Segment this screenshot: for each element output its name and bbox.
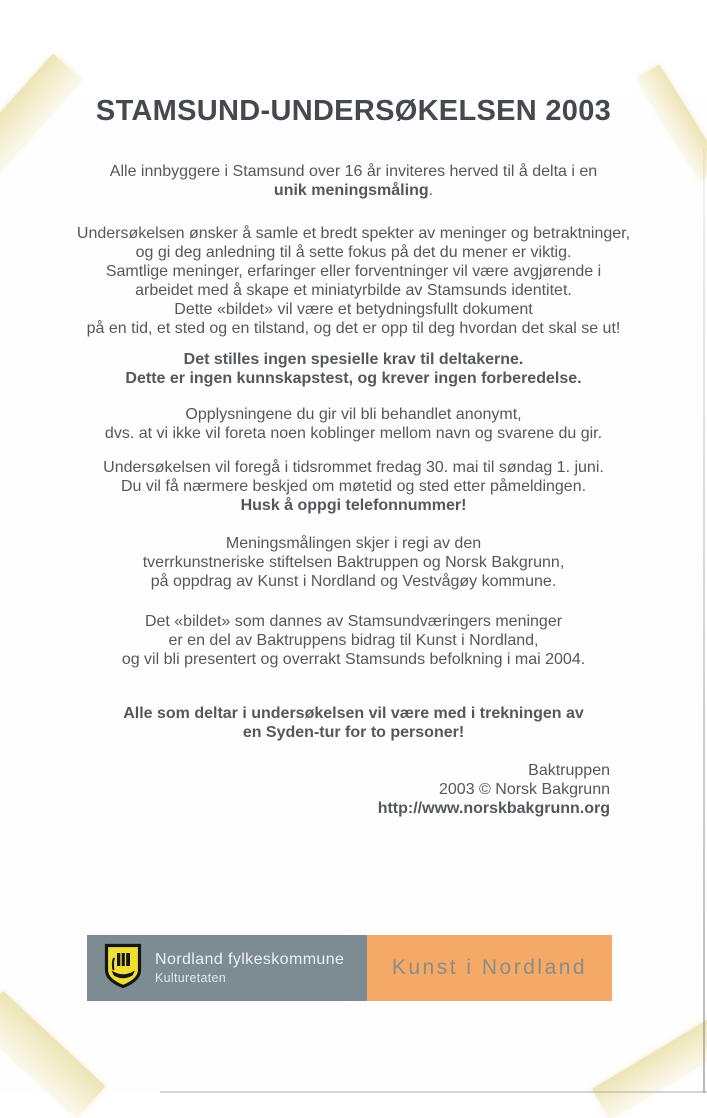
kunst-i-nordland-logo-block bbox=[367, 935, 612, 1001]
org-name: Nordland fylkeskommune bbox=[155, 950, 345, 968]
text-line: på oppdrag av Kunst i Nordland og Vestvågøy kommune. bbox=[150, 573, 557, 590]
text-line: Alle som deltar i undersøkelsen vil være med i trekningen av bbox=[123, 705, 584, 722]
text-line: arbeidet med å skape et miniatyrbilde av Stamsunds identitet. bbox=[135, 282, 572, 299]
text-line: Samtlige meninger, erfaringer eller forventninger vil være avgjørende i bbox=[105, 263, 602, 280]
text-line: Dette «bildet» vil være et betydningsfullt dokument bbox=[174, 301, 533, 318]
paragraph-anonymity bbox=[0, 405, 707, 443]
text-line: tverrkunstneriske stiftelsen Baktruppen og Norsk Bakgrunn, bbox=[142, 554, 565, 571]
text-line: Det «bildet» som dannes av Stamsundværingers meninger bbox=[144, 613, 563, 630]
intro-paragraph bbox=[0, 162, 707, 200]
signature-block bbox=[0, 761, 707, 818]
text-line: og vil bli presentert og overrakt Stamsunds befolkning i mai 2004. bbox=[121, 651, 586, 668]
intro-line: Alle innbyggere i Stamsund over 16 år inviteres herved til å delta i en bbox=[109, 163, 598, 180]
nordland-logo-text bbox=[155, 950, 367, 987]
signature-url: http://www.norskbakgrunn.org bbox=[377, 800, 610, 817]
page-title: STAMSUND-UNDERSØKELSEN 2003 bbox=[95, 95, 612, 127]
footer-logo-bar bbox=[87, 935, 612, 1001]
text-line: Du vil få nærmere beskjed om møtetid og sted etter påmeldingen. bbox=[120, 478, 587, 495]
scan-page-edge-right bbox=[703, 148, 705, 1093]
signature-name: Baktruppen bbox=[528, 762, 610, 779]
paragraph-organizers bbox=[0, 534, 707, 591]
text-line: og gi deg anledning til å sette fokus på det du mener er viktig. bbox=[135, 244, 572, 261]
phone-reminder-line: Husk å oppgi telefonnummer! bbox=[240, 497, 467, 514]
paragraph-schedule bbox=[0, 458, 707, 515]
text-line: Det stilles ingen spesielle krav til deltakerne. bbox=[183, 351, 524, 368]
tape-mark-bottom-left bbox=[0, 991, 106, 1117]
intro-highlight-suffix: . bbox=[428, 182, 434, 199]
intro-highlight: unik meningsmåling bbox=[273, 182, 429, 199]
text-line: Undersøkelsen ønsker å samle et bredt spekter av meninger og betraktninger, bbox=[76, 225, 631, 242]
text-line: Undersøkelsen vil foregå i tidsrommet fredag 30. mai til søndag 1. juni. bbox=[103, 459, 604, 476]
kunst-i-nordland-label: Kunst i Nordland bbox=[391, 956, 588, 979]
text-line: en Syden-tur for to personer! bbox=[242, 724, 465, 741]
text-line: Dette er ingen kunnskapstest, og krever ingen forberedelse. bbox=[125, 370, 582, 387]
text-line: Opplysningene du gir vil bli behandlet anonymt, bbox=[185, 406, 522, 423]
text-line: på en tid, et sted og en tilstand, og det er opp til deg hvordan det skal se ut! bbox=[86, 320, 621, 337]
dept-name: Kulturetaten bbox=[155, 970, 227, 985]
intro-highlight-line bbox=[0, 181, 707, 200]
nordland-coat-of-arms-icon bbox=[104, 943, 142, 994]
text-line: Meningsmålingen skjer i regi av den bbox=[225, 535, 482, 552]
scanned-flyer-page bbox=[0, 93, 707, 1093]
nordland-fylkeskommune-logo-block bbox=[87, 935, 367, 1001]
scan-page-edge-bottom bbox=[160, 1091, 707, 1093]
text-line: er en del av Baktruppens bidrag til Kunst i Nordland, bbox=[168, 632, 539, 649]
signature-copyright: 2003 © Norsk Bakgrunn bbox=[439, 781, 610, 798]
paragraph-prize bbox=[0, 704, 707, 742]
tape-mark-bottom-right bbox=[592, 1012, 707, 1118]
paragraph-result bbox=[0, 612, 707, 669]
text-line: dvs. at vi ikke vil foreta noen koblinger mellom navn og svarene du gir. bbox=[104, 425, 603, 442]
paragraph-about-survey bbox=[0, 224, 707, 338]
paragraph-requirements bbox=[0, 350, 707, 388]
